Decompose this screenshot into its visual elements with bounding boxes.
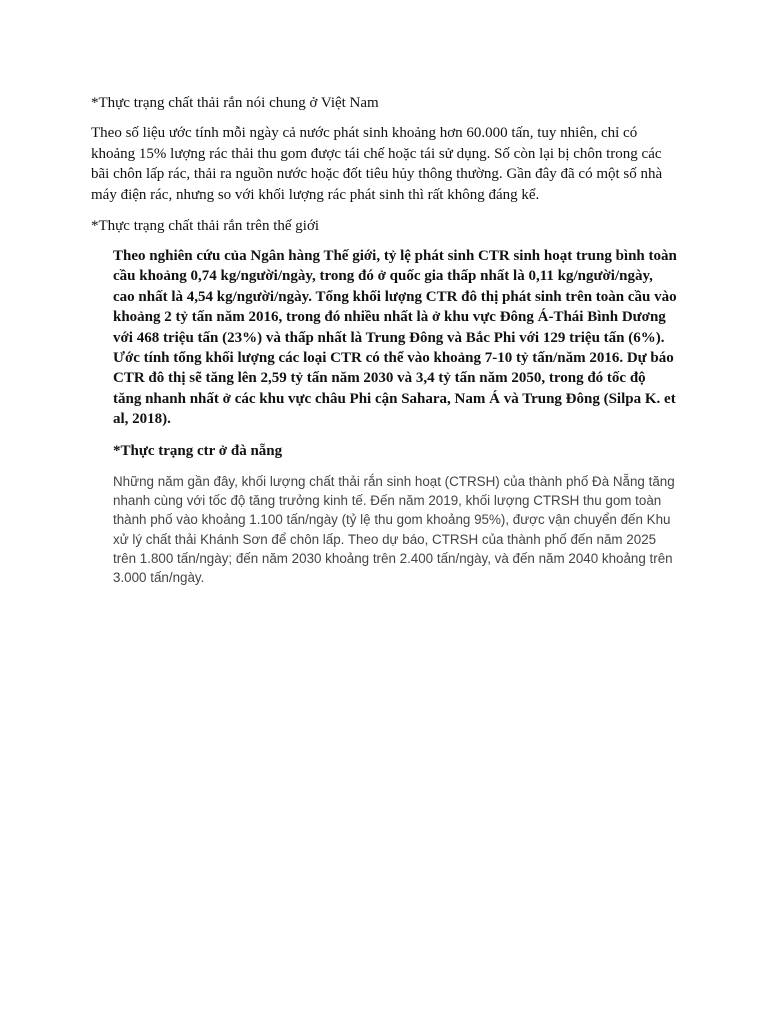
paragraph-vietnam-solid-waste: Theo số liệu ước tính mỗi ngày cả nước phát sinh khoảng hơn 60.000 tấn, tuy nhiên, chỉ có khoảng 15% lượng rác thải thu gom được tái chế hoặc tái sử dụng. Số còn lại bị chôn trong các bãi chôn lấp rác, thải ra nguồn nước hoặc đốt tiêu hủy thông thường. Gần đây đã có một số nhà máy điện rác, nhưng so với khối lượng rác phát sinh thì rất không đáng kể. [91,125,663,204]
heading-vietnam-solid-waste: *Thực trạng chất thải rắn nói chung ở Việt Nam [91,95,379,111]
paragraph-world-solid-waste: Theo nghiên cứu của Ngân hàng Thế giới, tỷ lệ phát sinh CTR sinh hoạt trung bình toàn cầu khoảng 0,74 kg/người/ngày, trong đó ở quốc gia thấp nhất là 0,11 kg/người/ngày, cao nhất là 4,54 kg/người/ngày. Tổng khối lượng CTR đô thị phát sinh trên toàn cầu vào khoảng 2 tỷ tấn năm 2016, trong đó nhiều nhất là ở khu vực Đông Á-Thái Bình Dương với 468 triệu tấn (23%) và thấp nhất là Trung Đông và Bắc Phi với 129 triệu tấn (6%). Ước tính tổng khối lượng các loại CTR có thể vào khoảng 7-10 tỷ tấn/năm 2016. Dự báo CTR đô thị sẽ tăng lên 2,59 tỷ tấn năm 2030 và 3,4 tỷ tấn năm 2050, trong đó tốc độ tăng nhanh nhất ở các khu vực châu Phi cận Sahara, Nam Á và Trung Đông (Silpa K. et al, 2018). [113,248,677,428]
heading-world-solid-waste: *Thực trạng chất thải rắn trên thế giới [91,218,320,234]
paragraph-danang-solid-waste: Những năm gần đây, khối lượng chất thải rắn sinh hoạt (CTRSH) của thành phố Đà Nẵng tăng nhanh cùng với tốc độ tăng trưởng kinh tế. Đến năm 2019, khối lượng CTRSH thu gom toàn thành phố vào khoảng 1.100 tấn/ngày (tỷ lệ thu gom khoảng 95%), được vận chuyển đến Khu xử lý chất thải Khánh Sơn để chôn lấp. Theo dự báo, CTRSH của thành phố đến năm 2025 trên 1.800 tấn/ngày; đến năm 2030 khoảng trên 2.400 tấn/ngày, và đến năm 2040 khoảng trên 3.000 tấn/ngày. [113,474,675,586]
heading-danang-solid-waste: *Thực trạng ctr ở đà nẵng [113,443,283,459]
